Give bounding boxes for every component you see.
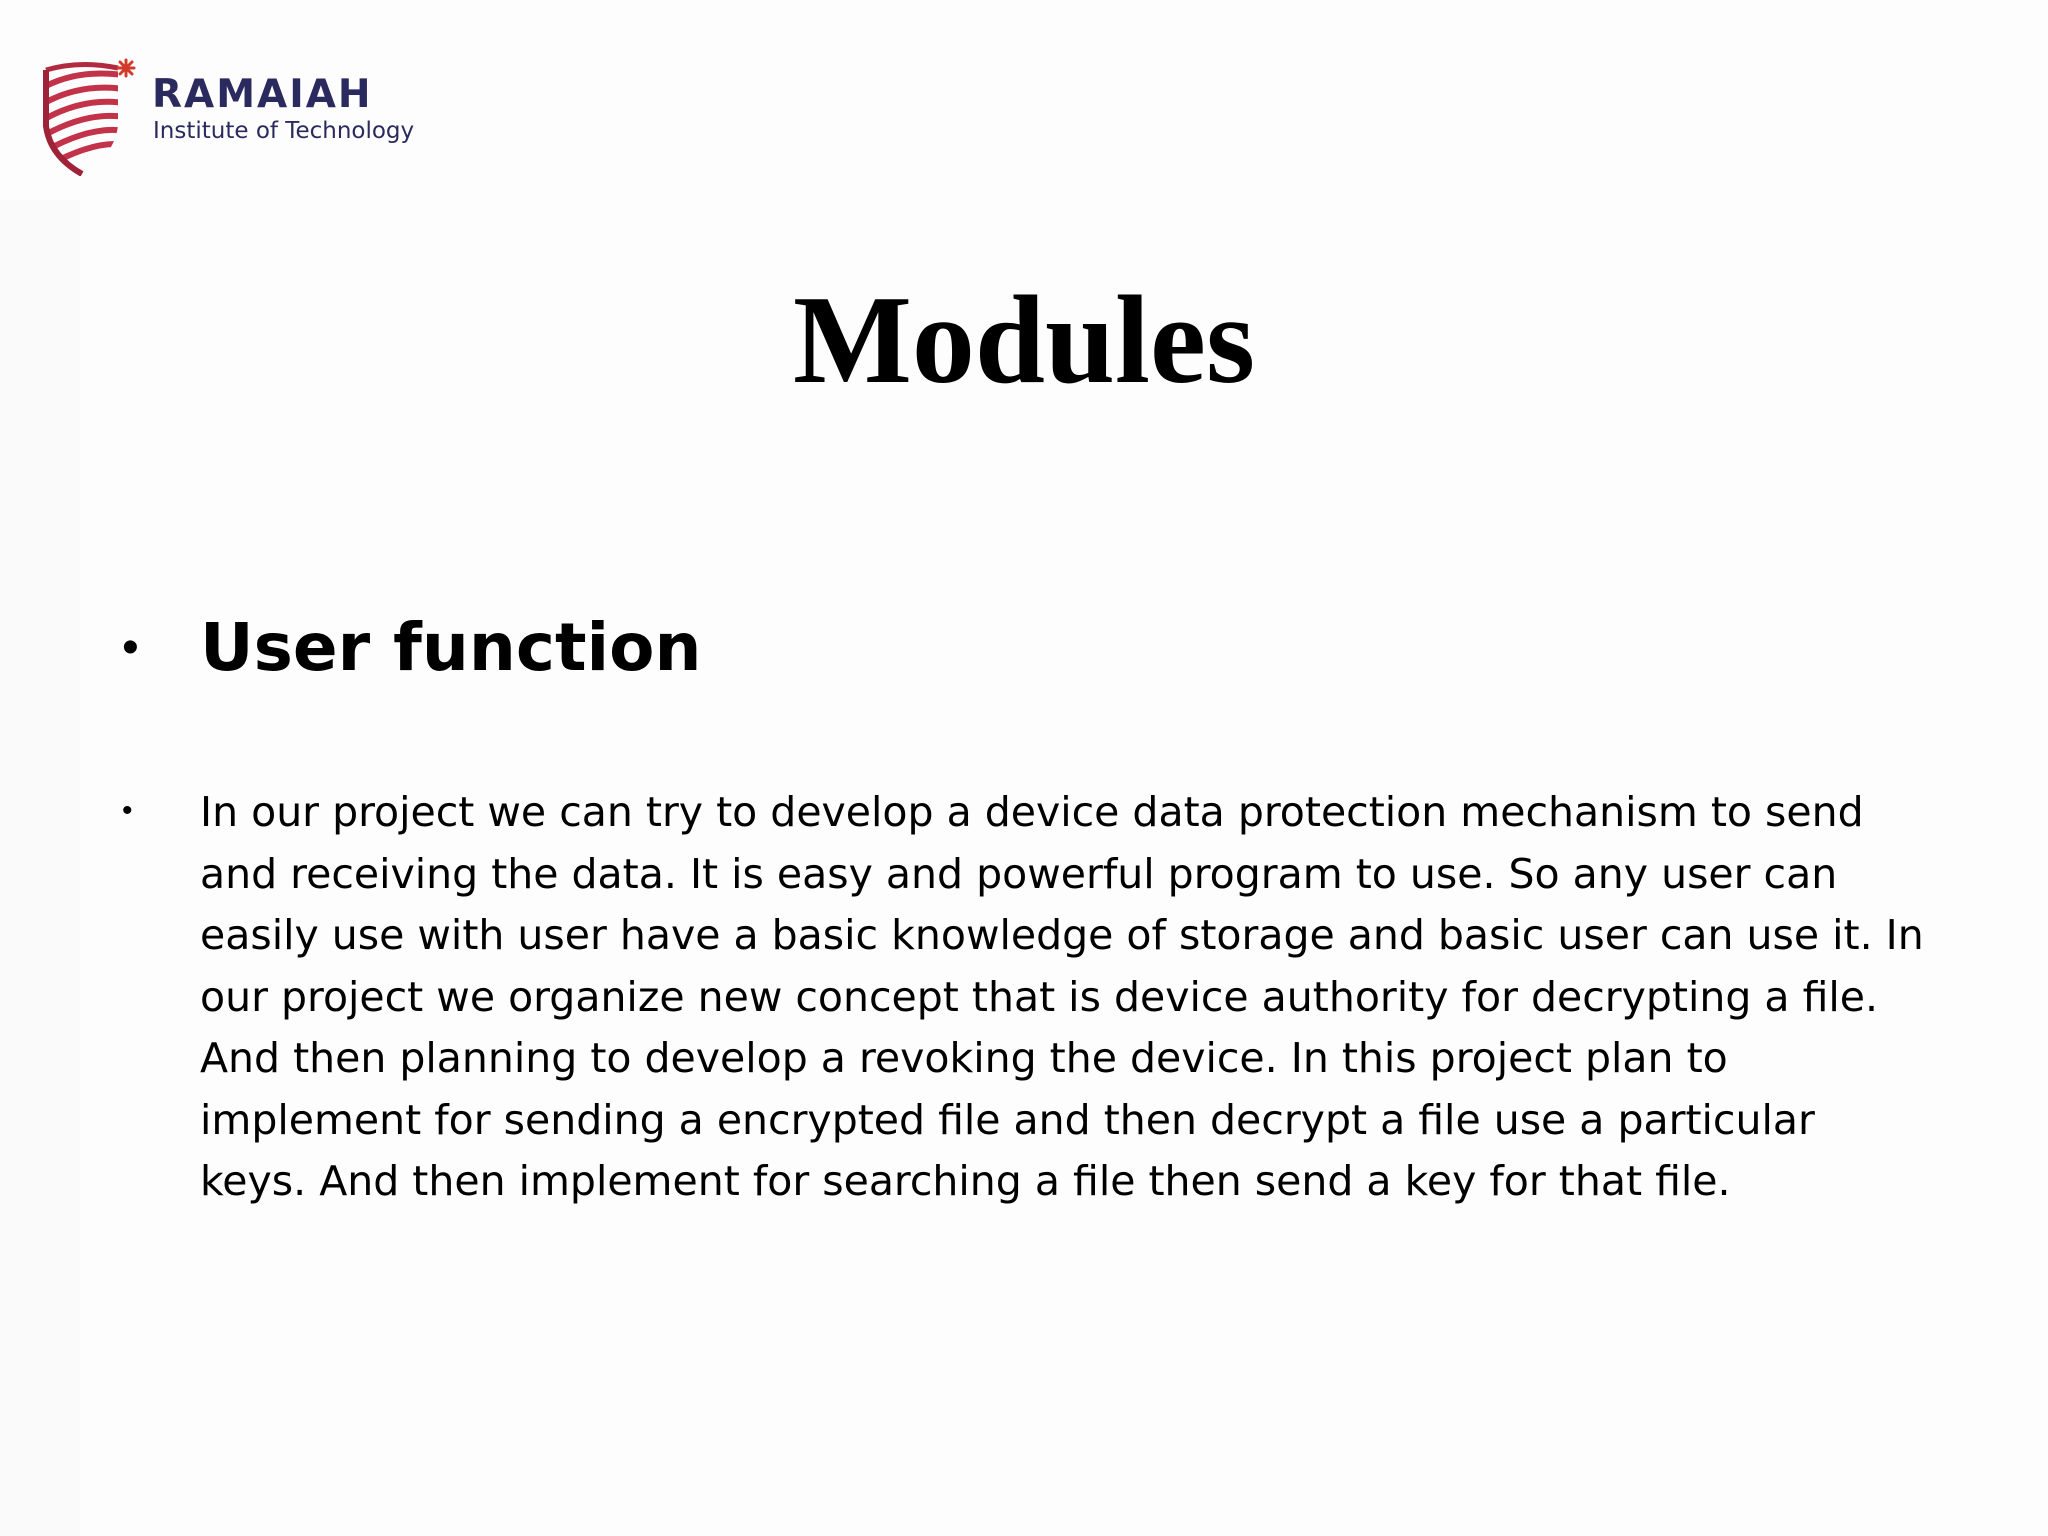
paragraph-bullet: •: [122, 794, 133, 827]
paragraph-line: In our project we can try to develop a device data protection mechanism to send: [200, 788, 1864, 836]
heading-bullet: •: [122, 621, 139, 674]
paragraph-line: keys. And then implement for searching a file then send a key for that file.: [200, 1157, 1731, 1205]
slide-title: Modules: [792, 271, 1256, 410]
ramaiah-shield-logo-icon: [40, 56, 140, 176]
institute-logo: [40, 56, 440, 186]
section-heading: User function: [200, 609, 702, 686]
body-paragraph: [200, 782, 1960, 1213]
paragraph-line: And then planning to develop a revoking the device. In this project plan to: [200, 1034, 1728, 1082]
paragraph-line: implement for sending a encrypted file and then decrypt a file use a particular: [200, 1095, 1815, 1144]
logo-tagline: Institute of Technology: [153, 118, 415, 144]
logo-brand-name: RAMAIAH: [152, 72, 373, 117]
paragraph-line: our project we organize new concept that is device authority for decrypting a file.: [200, 972, 1879, 1021]
paragraph-line: and receiving the data. It is easy and powerful program to use. So any user can: [200, 849, 1838, 898]
paragraph-line: easily use with user have a basic knowledge of storage and basic user can use it. In: [200, 911, 1924, 959]
